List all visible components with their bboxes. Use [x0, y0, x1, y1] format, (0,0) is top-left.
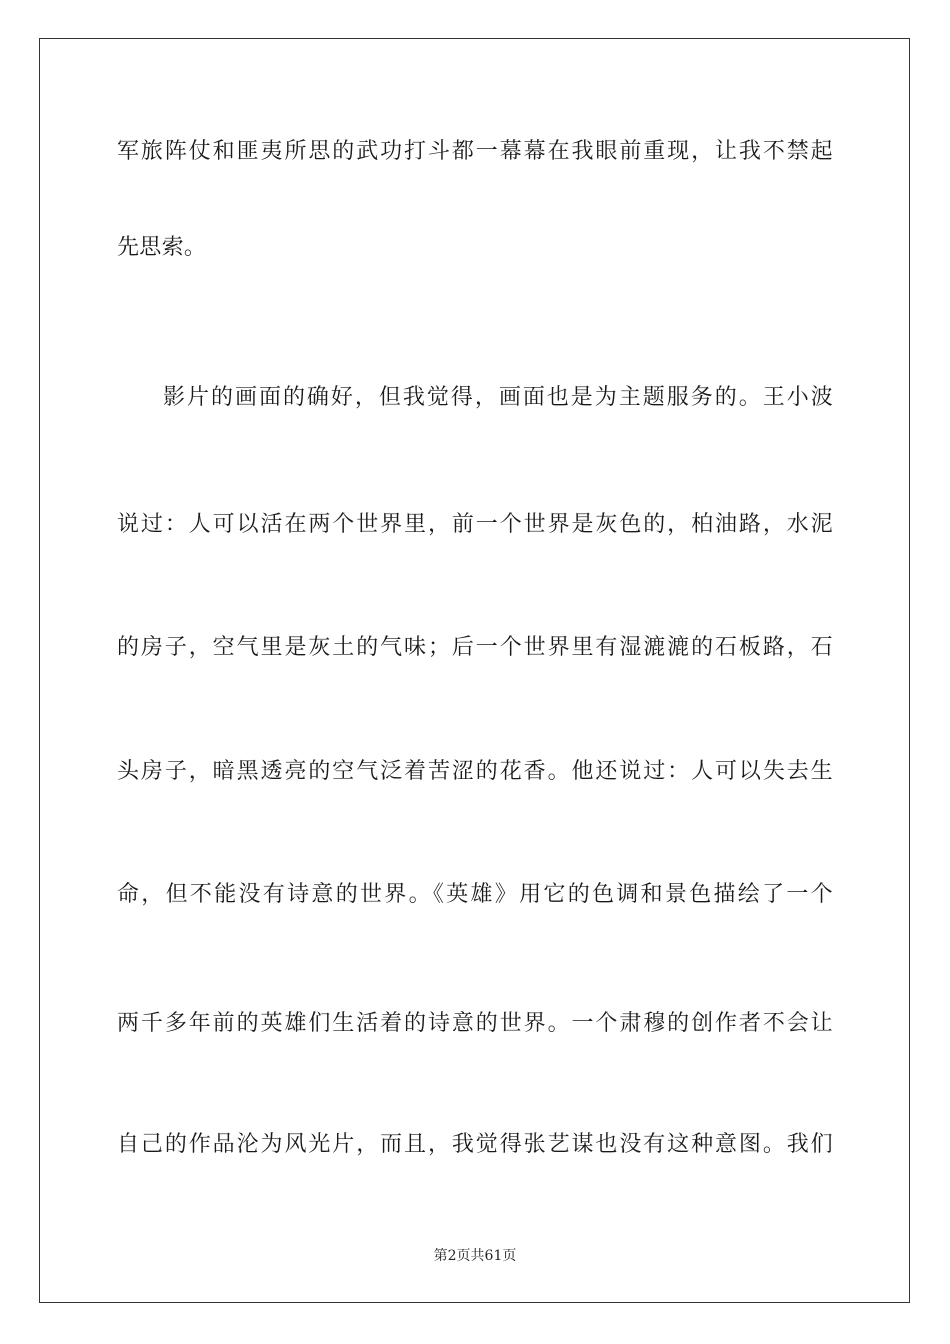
body-line-8: 两千多年前的英雄们生活着的诗意的世界。一个肃穆的创作者不会让	[117, 1011, 833, 1036]
body-line-4: 说过：人可以活在两个世界里，前一个世界是灰色的，柏油路，水泥	[117, 512, 833, 537]
page-total: 共61页	[470, 1248, 517, 1264]
body-line-9: 自己的作品沦为风光片，而且，我觉得张艺谋也没有这种意图。我们	[117, 1132, 833, 1157]
body-line-5: 的房子，空气里是灰土的气味；后一个世界里有湿漉漉的石板路，石	[117, 635, 833, 660]
body-line-7: 命，但不能没有诗意的世界。《英雄》用它的色调和景色描绘了一个	[117, 882, 833, 907]
page-number: 第2页	[433, 1248, 471, 1264]
page-footer	[0, 1246, 950, 1266]
body-line-2: 先思索。	[117, 235, 207, 260]
body-line-6: 头房子，暗黑透亮的空气泛着苦涩的花香。他还说过：人可以失去生	[117, 759, 833, 784]
page-frame	[39, 38, 910, 1303]
body-line-1: 军旅阵仗和匪夷所思的武功打斗都一幕幕在我眼前重现，让我不禁起	[117, 139, 833, 164]
body-line-3: 影片的画面的确好，但我觉得，画面也是为主题服务的。王小波	[163, 385, 833, 410]
